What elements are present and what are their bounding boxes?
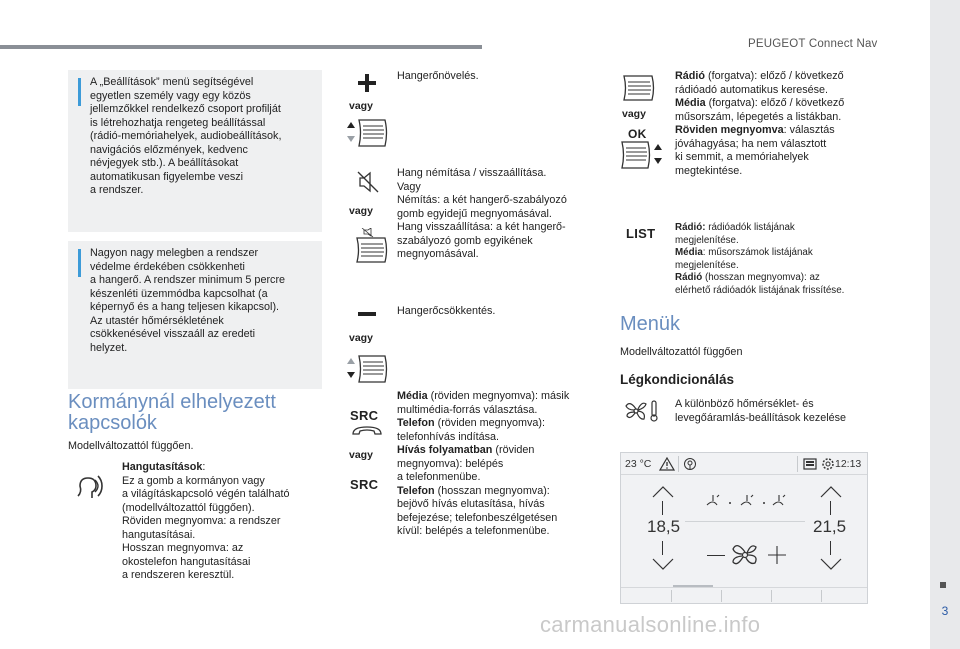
voice-command-icon	[72, 470, 108, 506]
temp-left-down-icon[interactable]	[651, 557, 675, 571]
climate-line: A különböző hőmérséklet- és	[675, 398, 814, 410]
fan-increase-button[interactable]	[767, 545, 787, 565]
temp-left-up-icon[interactable]	[651, 485, 675, 499]
src-bold: Média	[397, 390, 428, 402]
list-span: rádióadók listájának	[705, 222, 795, 233]
voice-line: a világításkapcsoló végén található	[122, 488, 290, 500]
climate-text	[675, 398, 846, 425]
src-line: kívül: belépés a telefonmenübe.	[397, 525, 550, 537]
src-line: bejövő hívás elutasítása, hívás	[397, 498, 545, 510]
volume-up-text: Hangerőnövelés.	[397, 70, 479, 82]
info-line: A „Beállítások” menü segítségével	[90, 76, 254, 88]
src-line: megnyomva): belépés	[397, 457, 504, 470]
src-line: a telefonmenübe.	[397, 471, 481, 483]
fan-icon	[731, 541, 759, 569]
list-bold: Rádió	[675, 272, 703, 283]
temp-left-scale	[662, 541, 663, 555]
volume-down-text: Hangerőcsökkentés.	[397, 305, 496, 317]
list-span: (hosszan megnyomva): az	[702, 272, 820, 283]
info-accent-bar	[78, 249, 81, 277]
rotary-line	[675, 70, 844, 84]
status-divider	[678, 456, 679, 472]
info-line: védelme érdekében csökkenheti	[90, 260, 245, 273]
climate-line: levegőáramlás-beállítások kezelése	[675, 411, 847, 424]
mute-line: Hang némítása / visszaállítása.	[397, 167, 547, 179]
header-title: PEUGEOT Connect Nav	[748, 38, 878, 50]
voice-title: Hangutasítások	[122, 461, 203, 473]
list-line: megjelenítése.	[675, 234, 739, 246]
mute-line: Némítás: a két hangerő-szabályozó	[397, 194, 567, 206]
vagy-label: vagy	[349, 205, 373, 217]
info-line: a rendszer.	[90, 184, 144, 196]
mute-line: Hang visszaállítása: a két hangerő-	[397, 221, 566, 233]
voice-line: (modellváltozattól függően).	[122, 501, 255, 514]
warning-icon	[659, 457, 675, 471]
info-line: csökkenésével visszaáll az eredeti	[90, 328, 256, 340]
src-bold: Telefon	[397, 484, 435, 497]
src-text	[397, 390, 569, 539]
temp-right-up-icon[interactable]	[819, 485, 843, 499]
mute-line: megnyomásával.	[397, 248, 479, 260]
minus-icon	[356, 310, 378, 318]
location-icon	[683, 457, 697, 471]
rotary-line: megtekintése.	[675, 164, 743, 177]
list-bold: Média	[675, 247, 703, 258]
temp-left: 18,5	[647, 517, 681, 536]
thumbwheel-rotary-icon	[620, 74, 656, 102]
center-divider	[685, 521, 805, 522]
list-line	[675, 222, 844, 235]
mute-line: Vagy	[397, 180, 421, 193]
panel-bottom-bar	[621, 587, 867, 603]
voice-colon: :	[202, 461, 206, 473]
page-marker	[940, 582, 946, 588]
src-line	[397, 417, 569, 431]
temp-right-scale	[830, 541, 831, 555]
src-line	[397, 444, 569, 458]
voice-line: Hosszan megnyomva: az	[122, 542, 244, 554]
info-line: navigációs előzmények, kedvenc	[90, 143, 248, 156]
src-label: SRC	[350, 408, 379, 423]
outside-temperature: 23 °C	[625, 458, 652, 470]
vagy-label: vagy	[349, 449, 373, 461]
list-label: LIST	[626, 226, 656, 241]
src-label: SRC	[350, 477, 379, 492]
thumbwheel-ok-icon	[620, 140, 664, 170]
src-span: (röviden megnyomva): másik	[427, 390, 570, 402]
steering-subtitle: Modellváltozattól függően.	[68, 440, 194, 452]
rotary-line	[675, 124, 844, 138]
voice-title-line	[122, 461, 289, 475]
info-line: Nagyon nagy melegben a rendszer	[90, 247, 259, 259]
ok-label: OK	[628, 127, 647, 141]
watermark: carmanualsonline.info	[540, 612, 761, 637]
voice-line: a rendszeren keresztül.	[122, 569, 235, 581]
side-strip	[930, 0, 960, 649]
bottom-divider	[821, 590, 822, 602]
info-line: automatikusan figyelembe veszi	[90, 170, 244, 183]
src-span: (röviden	[492, 444, 535, 456]
rotary-line: rádióadó automatikus keresése.	[675, 83, 829, 96]
steering-title-line: kapcsolók	[68, 412, 157, 434]
thumbwheel-up-icon	[345, 118, 389, 148]
status-bar	[621, 453, 867, 475]
thumbwheel-down-icon	[345, 354, 389, 384]
info-line: (rádió-memóriahelyek, audiobeállítások,	[90, 130, 282, 142]
header-rule	[0, 45, 482, 49]
info-line: készenléti üzemmódba kapcsolhat (a	[90, 287, 268, 300]
src-line	[397, 485, 569, 499]
rotary-line: jóváhagyása; ha nem választott	[675, 137, 827, 150]
rotary-span: : választás	[783, 124, 835, 136]
info-box-profiles	[68, 70, 322, 232]
rotary-span: (forgatva): előző / következő	[705, 97, 845, 109]
rotary-bold: Röviden megnyomva	[675, 124, 784, 136]
info-line: egyetlen személy vagy egy közös	[90, 89, 251, 102]
mute-line: szabályozó gomb egyikének	[397, 234, 533, 247]
info-line: helyzet.	[90, 341, 128, 354]
thumbwheel-mute-icon	[351, 228, 391, 264]
list-line	[675, 247, 844, 260]
info-box-heat	[68, 241, 322, 389]
mute-icon	[356, 170, 380, 194]
voice-command-text	[122, 461, 289, 583]
rotary-bold: Média	[675, 97, 706, 109]
src-span: (hosszan megnyomva):	[434, 484, 550, 497]
status-divider	[797, 456, 798, 472]
phone-handset-icon	[350, 424, 384, 438]
list-line	[675, 272, 844, 285]
menus-title: Menük	[620, 313, 681, 335]
src-line	[397, 390, 569, 404]
src-line: multimédia-forrás választása.	[397, 403, 538, 416]
info-line: jellemzőkkel rendelkező csoport profilját	[90, 103, 281, 115]
clock: 12:13	[835, 458, 862, 470]
mute-text	[397, 167, 567, 262]
steering-title	[68, 392, 276, 434]
steering-title-line: Kormánynál elhelyezett	[68, 391, 276, 413]
info-line: képernyő és a hang teljesen kikapcsol).	[90, 301, 280, 313]
settings-gear-icon	[821, 457, 835, 471]
voice-line: Röviden megnyomva: a rendszer	[122, 515, 281, 527]
src-line: befejezése; telefonbeszélgetésen	[397, 511, 558, 524]
temp-left-scale	[662, 501, 663, 515]
src-bold: Telefon	[397, 417, 435, 429]
info-line: is létrehozhatja rengeteg beállítással	[90, 116, 266, 129]
bottom-divider	[721, 590, 722, 602]
rotary-line	[675, 97, 844, 111]
vagy-label: vagy	[349, 332, 373, 344]
mute-line: gomb egyidejű megnyomásával.	[397, 207, 552, 220]
rotary-span: (forgatva): előző / következő	[705, 70, 844, 82]
list-line: elérhető rádióadók listájának frissítése.	[675, 284, 845, 296]
rotary-text	[675, 70, 844, 178]
list-line: megjelenítése.	[675, 259, 739, 271]
temp-right: 21,5	[813, 517, 847, 536]
fan-decrease-button[interactable]	[707, 555, 725, 556]
src-span: (röviden megnyomva):	[434, 417, 546, 429]
list-text	[675, 222, 844, 297]
src-bold: Hívás folyamatban	[397, 444, 493, 456]
temp-right-scale	[830, 501, 831, 515]
page-indicator	[673, 585, 713, 587]
bottom-divider	[671, 590, 672, 602]
info-line: Az utastér hőmérsékletének	[90, 314, 224, 327]
list-span: : műsorszámok listájának	[702, 247, 813, 258]
voice-line: okostelefon hangutasításai	[122, 555, 251, 568]
info-line: a hangerő. A rendszer minimum 5 percre	[90, 274, 286, 286]
plus-icon	[356, 72, 378, 94]
menus-subtitle: Modellváltozattól függően	[620, 346, 743, 358]
airflow-modes-icon[interactable]	[703, 491, 793, 511]
vagy-label: vagy	[349, 100, 373, 112]
temp-right-down-icon[interactable]	[819, 557, 843, 571]
rotary-bold: Rádió	[675, 70, 705, 82]
rotary-line: műsorszám, lépegetés a listákban.	[675, 110, 842, 123]
notification-icon	[803, 457, 817, 471]
src-line: telefonhívás indítása.	[397, 430, 500, 443]
climate-title: Légkondicionálás	[620, 372, 735, 387]
fan-thermometer-icon	[624, 398, 660, 424]
info-line: névjegyek stb.). A beállításokat	[90, 157, 239, 169]
page-number: 3	[941, 604, 949, 618]
info-accent-bar	[78, 78, 81, 106]
climate-screen	[620, 452, 868, 604]
list-bold: Rádió:	[675, 222, 706, 233]
vagy-label: vagy	[622, 108, 646, 120]
voice-line: Ez a gomb a kormányon vagy	[122, 474, 265, 487]
rotary-line: ki semmit, a memóriahelyek	[675, 151, 809, 163]
bottom-divider	[771, 590, 772, 602]
voice-line: hangutasításai.	[122, 528, 196, 541]
